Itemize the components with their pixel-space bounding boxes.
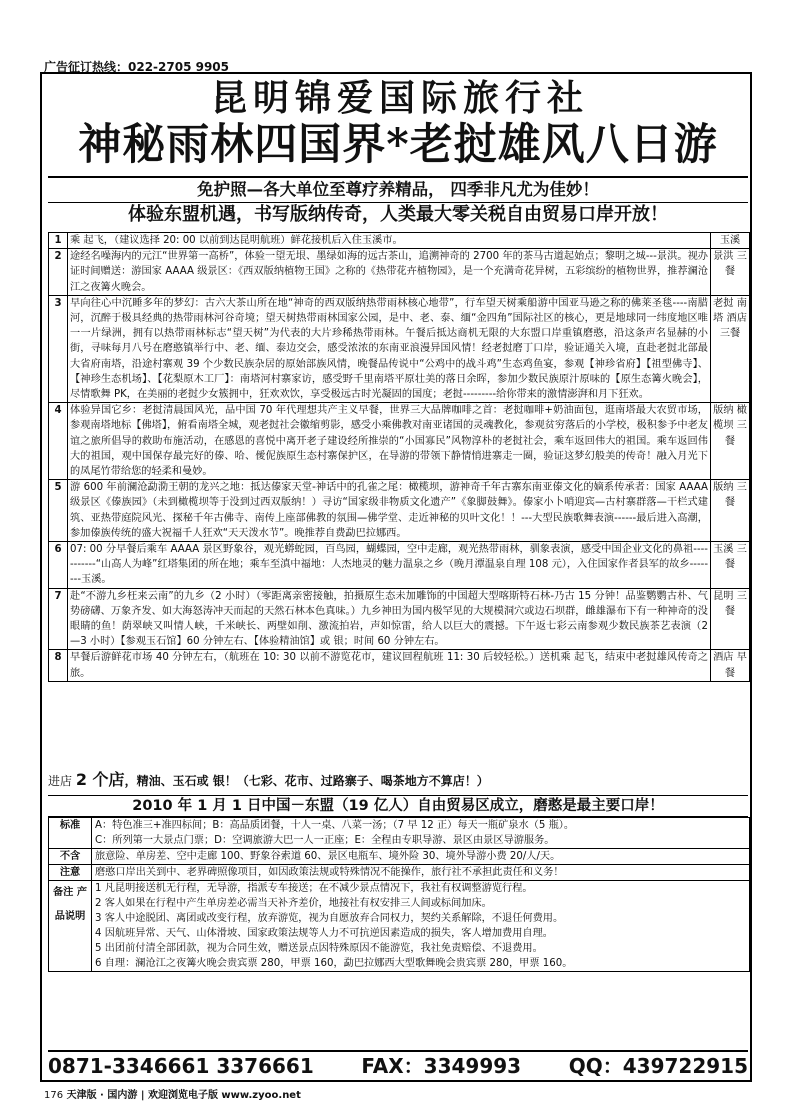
- notice-content: 磨憨口岸出关到中、老界碑照像项目，如因政策法规或特殊情况不能操作，旅行社不承担此责任和义务！: [92, 865, 750, 881]
- day-description: 体验异国它乡：老挝清晨国风光，品中国 70 年代理想共产主义早餐，世界三大品牌咖啡之首：老挝咖啡+奶油面包，逛南塔最大农贸市场，参观南塔地标【佛塔】，俯看南塔全城，观老挝社会徽缩剪影，感受小乘佛教对南亚诸国的灵魂教化，参观贫穷落后的小学校，极积参予中老友谊之旅所倡导的救助布施活动，在感恩的喜悦中离开老子建设经所推崇的“小国寡民”风物淳朴的老挝社会，乘车返回伟大的祖国。乘车返回伟大的祖国，观中国保存最完好的傣、哈、僾伲族原生态村寨保护区，在导游的带领下静情悄进寨走一圈，验证这梦幻般美的传奇！融入月光下的凤尾竹带给您的轻柔和曼妙。: [68, 403, 711, 480]
- excluded-label: 不含: [49, 849, 92, 865]
- itinerary-row-day3: [49, 295, 750, 402]
- itinerary-row-day7: [49, 588, 750, 650]
- phone-numbers: 0871-3346661 3376661: [48, 1054, 314, 1078]
- remark-line: 5 出团前付清全部团款，视为合同生效，赠送景点因特殊原因不能游览，我社免责赔偿、不退费用。: [95, 943, 543, 954]
- notice-row: [49, 865, 750, 881]
- day-lodging-meals: 玉溪 三餐: [711, 542, 750, 589]
- day-lodging-meals: 景洪 三餐: [711, 249, 750, 296]
- remarks-content: [92, 881, 750, 972]
- remark-line: 4 因航班异常、天气、山体滑坡、国家政策法规等人力不可抗逆因素造成的损失，客人增加费用自理。: [95, 928, 553, 939]
- day-number: 1: [49, 233, 68, 249]
- standards-label: 标准: [49, 818, 92, 849]
- itinerary-row-day2: [49, 249, 750, 296]
- day-lodging-meals: 酒店 早餐: [711, 650, 750, 681]
- remarks-label: 备注 产品说明: [49, 881, 92, 972]
- terms-table: [48, 817, 750, 972]
- day-lodging-meals: 昆明 三餐: [711, 588, 750, 650]
- shopping-stops: [48, 770, 748, 791]
- day-description: 游 600 年前澜沧勐泐王朝的龙兴之地：抵达傣家天堂-神话中的孔雀之尾：橄榄坝，游神奇千年古寨东南亚傣文化的嫡系传承者：国家 AAAA 级景区《傣族园》（未到橄榄坝等于没到过西双版纳！）寻访“国家级非物质文化遗产”《象脚鼓舞》。傣家小卜哨迎宾—古村寨群落—干栏式建筑、亚热带庭院风光、探秘千年古佛寺、南传上座部佛教的氛围—佛学堂、走近神秘的贝叶文化！！---大型民族歌舞表演------最后进入高潮，参加傣族传统的盛大祝福千人狂欢“天天泼水节”。晚推荐自费勐巴拉娜西。: [68, 480, 711, 542]
- remarks-row: [49, 881, 750, 972]
- slogan-secondary: 体验东盟机遇，书写版纳传奇，人类最大零关税自由贸易口岸开放！: [128, 204, 668, 225]
- fax-number: FAX：3349993: [361, 1054, 522, 1078]
- itinerary-row-day6: [49, 542, 750, 589]
- remark-line: 1 凡昆明接送机无行程，无导游，指派专车接送；在不减少景点情况下，我社有权调整游览行程。: [95, 883, 533, 894]
- ad-hotline: 广告征订热线：022-2705 9905: [44, 60, 230, 74]
- standards-line: C：所列第一大景点门票；D：空调旅游大巴一人一正座；E：全程由专职导游、景区由景区导游服务。: [95, 835, 555, 846]
- excluded-row: [49, 849, 750, 865]
- day-lodging-meals: 版纳 三餐: [711, 480, 750, 542]
- qq-number: QQ：439722915: [568, 1054, 748, 1078]
- company-name: 昆明锦爱国际旅行社: [210, 77, 589, 119]
- day-number: 7: [49, 588, 68, 650]
- tour-title: 神秘雨林四国界*老挝雄风八日游: [78, 120, 718, 170]
- remark-line: 6 自理：澜沧江之夜篝火晚会贵宾票 280，甲票 160，勐巴拉娜西大型歌舞晚会贵宾票 280，甲票 160。: [95, 958, 573, 969]
- remark-line: 2 客人如果在行程中产生单房差必需当天补齐差价，地接社有权安排三人间或标间加床。: [95, 898, 492, 909]
- itinerary-table: [48, 232, 750, 682]
- shopping-items: ，精油、玉石或 银！（七彩、花市、过路寨子、喝茶地方不算店！）: [124, 774, 489, 788]
- standards-row: [49, 818, 750, 849]
- page-number: 176: [44, 1090, 64, 1101]
- itinerary-row-day5: [49, 480, 750, 542]
- shopping-count: 2 个店: [75, 770, 125, 789]
- day-description: 乘 起飞，（建议选择 20: 00 以前到达昆明航班）鲜花接机后入住玉溪市。: [68, 233, 711, 249]
- footer-text: 天津版 · 国内游 | 欢迎浏览电子版 www.zyoo.net: [66, 1090, 301, 1101]
- day-lodging-meals: 老挝 南塔 酒店 三餐: [711, 295, 750, 402]
- standards-line: A：特色准三+准四标间；B：高品质团餐，十人一桌、八菜一汤；（7 早 12 正）每天一瓶矿泉水（5 瓶）。: [95, 820, 575, 831]
- notice-label: 注意: [49, 865, 92, 881]
- day-number: 5: [49, 480, 68, 542]
- itinerary-row-day8: [49, 650, 750, 681]
- shopping-label: 进店: [48, 774, 73, 788]
- day-number: 8: [49, 650, 68, 681]
- excluded-content: 旅意险、单房差、空中走廊 100、野象谷索道 60、景区电瓶车、境外险 30、境外导游小费 20/人/天。: [92, 849, 750, 865]
- contact-bar: [48, 1050, 748, 1080]
- day-number: 6: [49, 542, 68, 589]
- itinerary-row-day4: [49, 403, 750, 480]
- day-number: 3: [49, 295, 68, 402]
- day-description: 早向往心中沉睡多年的梦幻：古六大茶山所在地“神奇的西双版纳热带雨林核心地带”，行车望天树乘船游中国亚马逊之称的佛莱圣毯----南腊河，沉醉于极具经典的热带雨林河谷奇境；望天树热带雨林国家公园，是中、老、泰、缅“金四角”国际社区的核心，更是地球同一纬度地区唯一一片绿洲，拥有以热带雨林标志“望天树”为代表的大片珍稀热带雨林。午餐后抵达商机无限的大东盟口岸重镇磨憨，沿这条声名显赫的小街，寻味每月八号在磨憨镇举行中、老、缅、泰边交会，感受浓浓的东南亚浪漫异国风情！经老挝磨丁口岸，验证通关入境，直赴老挝北部最大省府南塔，沿途村寨观 39 个少数民族杂居的原始部族风情，晚餐品传说中“公鸡中的战斗鸡”生态鸡鱼宴，参观【神珍省府】【祖型佛寺】、【神珍生态机场】、【花梨原木工厂】：南塔河村寨家访，感受野千里南塔平原壮美的落日余晖，参加少数民族原汁原味的【原生态篝火晚会】，尽情歌舞 PK，在美丽的老挝少女簇拥中，狂欢欢饮，享受极远古时光凝固的国度；老挝---------给你带来的激情澎湃和月下狂欢。: [68, 295, 711, 402]
- day-description: 早餐后游鲜花市场 40 分钟左右，（航班在 10: 30 以前不游览花市，建议回程航班 11: 30 后较轻松。）送机乘 起飞，结束中老挝雄风传奇之旅。: [68, 650, 711, 681]
- day-number: 2: [49, 249, 68, 296]
- itinerary-row-day1: [49, 233, 750, 249]
- day-description: 赴“不游九乡枉来云南”的九乡（2 小时）（零距离亲密接触，拍摄原生态未加雕饰的中国超大型喀斯特石林-乃古 15 分钟！品鉴鹦鹦古朴、气势磅礴、万象齐发、如大海怒涛冲天而起的天然石林本色真味。）九乡神田为国内极罕见的大规模洞穴或边石坝群，雌雄瀑布下有一种神奇的没眼睛的鱼！荫翠峡又叫情人峡，千米峡长、两壁如削、激流拍岩，声如惊雷，给人以巨大的震撼。下午返七彩云南参观少数民族茶艺表演（2—3 小时）【参观玉石馆】60 分钟左右、【体验精油馆】或 银；时间 60 分钟左右。: [68, 588, 711, 650]
- slogan-primary: 免护照—各大单位至尊疗养精品， 四季非凡尤为佳妙！: [48, 176, 748, 203]
- remark-line: 3 客人中途脱团、离团或改变行程，放弃游览，视为自愿放弃合同权力，契约关系解除，不退任何费用。: [95, 913, 564, 924]
- day-lodging-meals: 玉溪: [711, 233, 750, 249]
- trade-zone-note: 2010 年 1 月 1 日中国－东盟（19 亿人）自由贸易区成立，磨憨是最主要口岸！: [48, 795, 748, 817]
- page-footer: [44, 1086, 301, 1101]
- standards-content: [92, 818, 750, 849]
- day-description: 途经名噪海内的元江“世界第一高桥”，体验一望无垠、墨绿如海的远古茶山，追溯神奇的 2700 年的茶马古道起始点；黎明之城---景洪。视办证时间赠送：游国家 AAAA 级景区：《西双版纳植物王国》之称的《热带花卉植物园》，是一个充满奇花异树，五彩缤纷的植物世界，推荐澜沧江之夜篝火晚会。: [68, 249, 711, 296]
- day-number: 4: [49, 403, 68, 480]
- day-lodging-meals: 版纳 橄榄坝 三餐: [711, 403, 750, 480]
- day-description: 07: 00 分早餐后乘车 AAAA 景区野象谷，观光蟒蛇园，百鸟园，蝴蝶园，空中走廊，观光热带雨林，驯象表演，感受中国企业文化的鼻祖-----------“山高人为峰”红塔集团的所在地；乘车至滇中福地：人杰地灵的魅力温泉之乡（晚月潭温泉自理 108 元），入住国家作者县军的故乡--------玉溪。: [68, 542, 711, 589]
